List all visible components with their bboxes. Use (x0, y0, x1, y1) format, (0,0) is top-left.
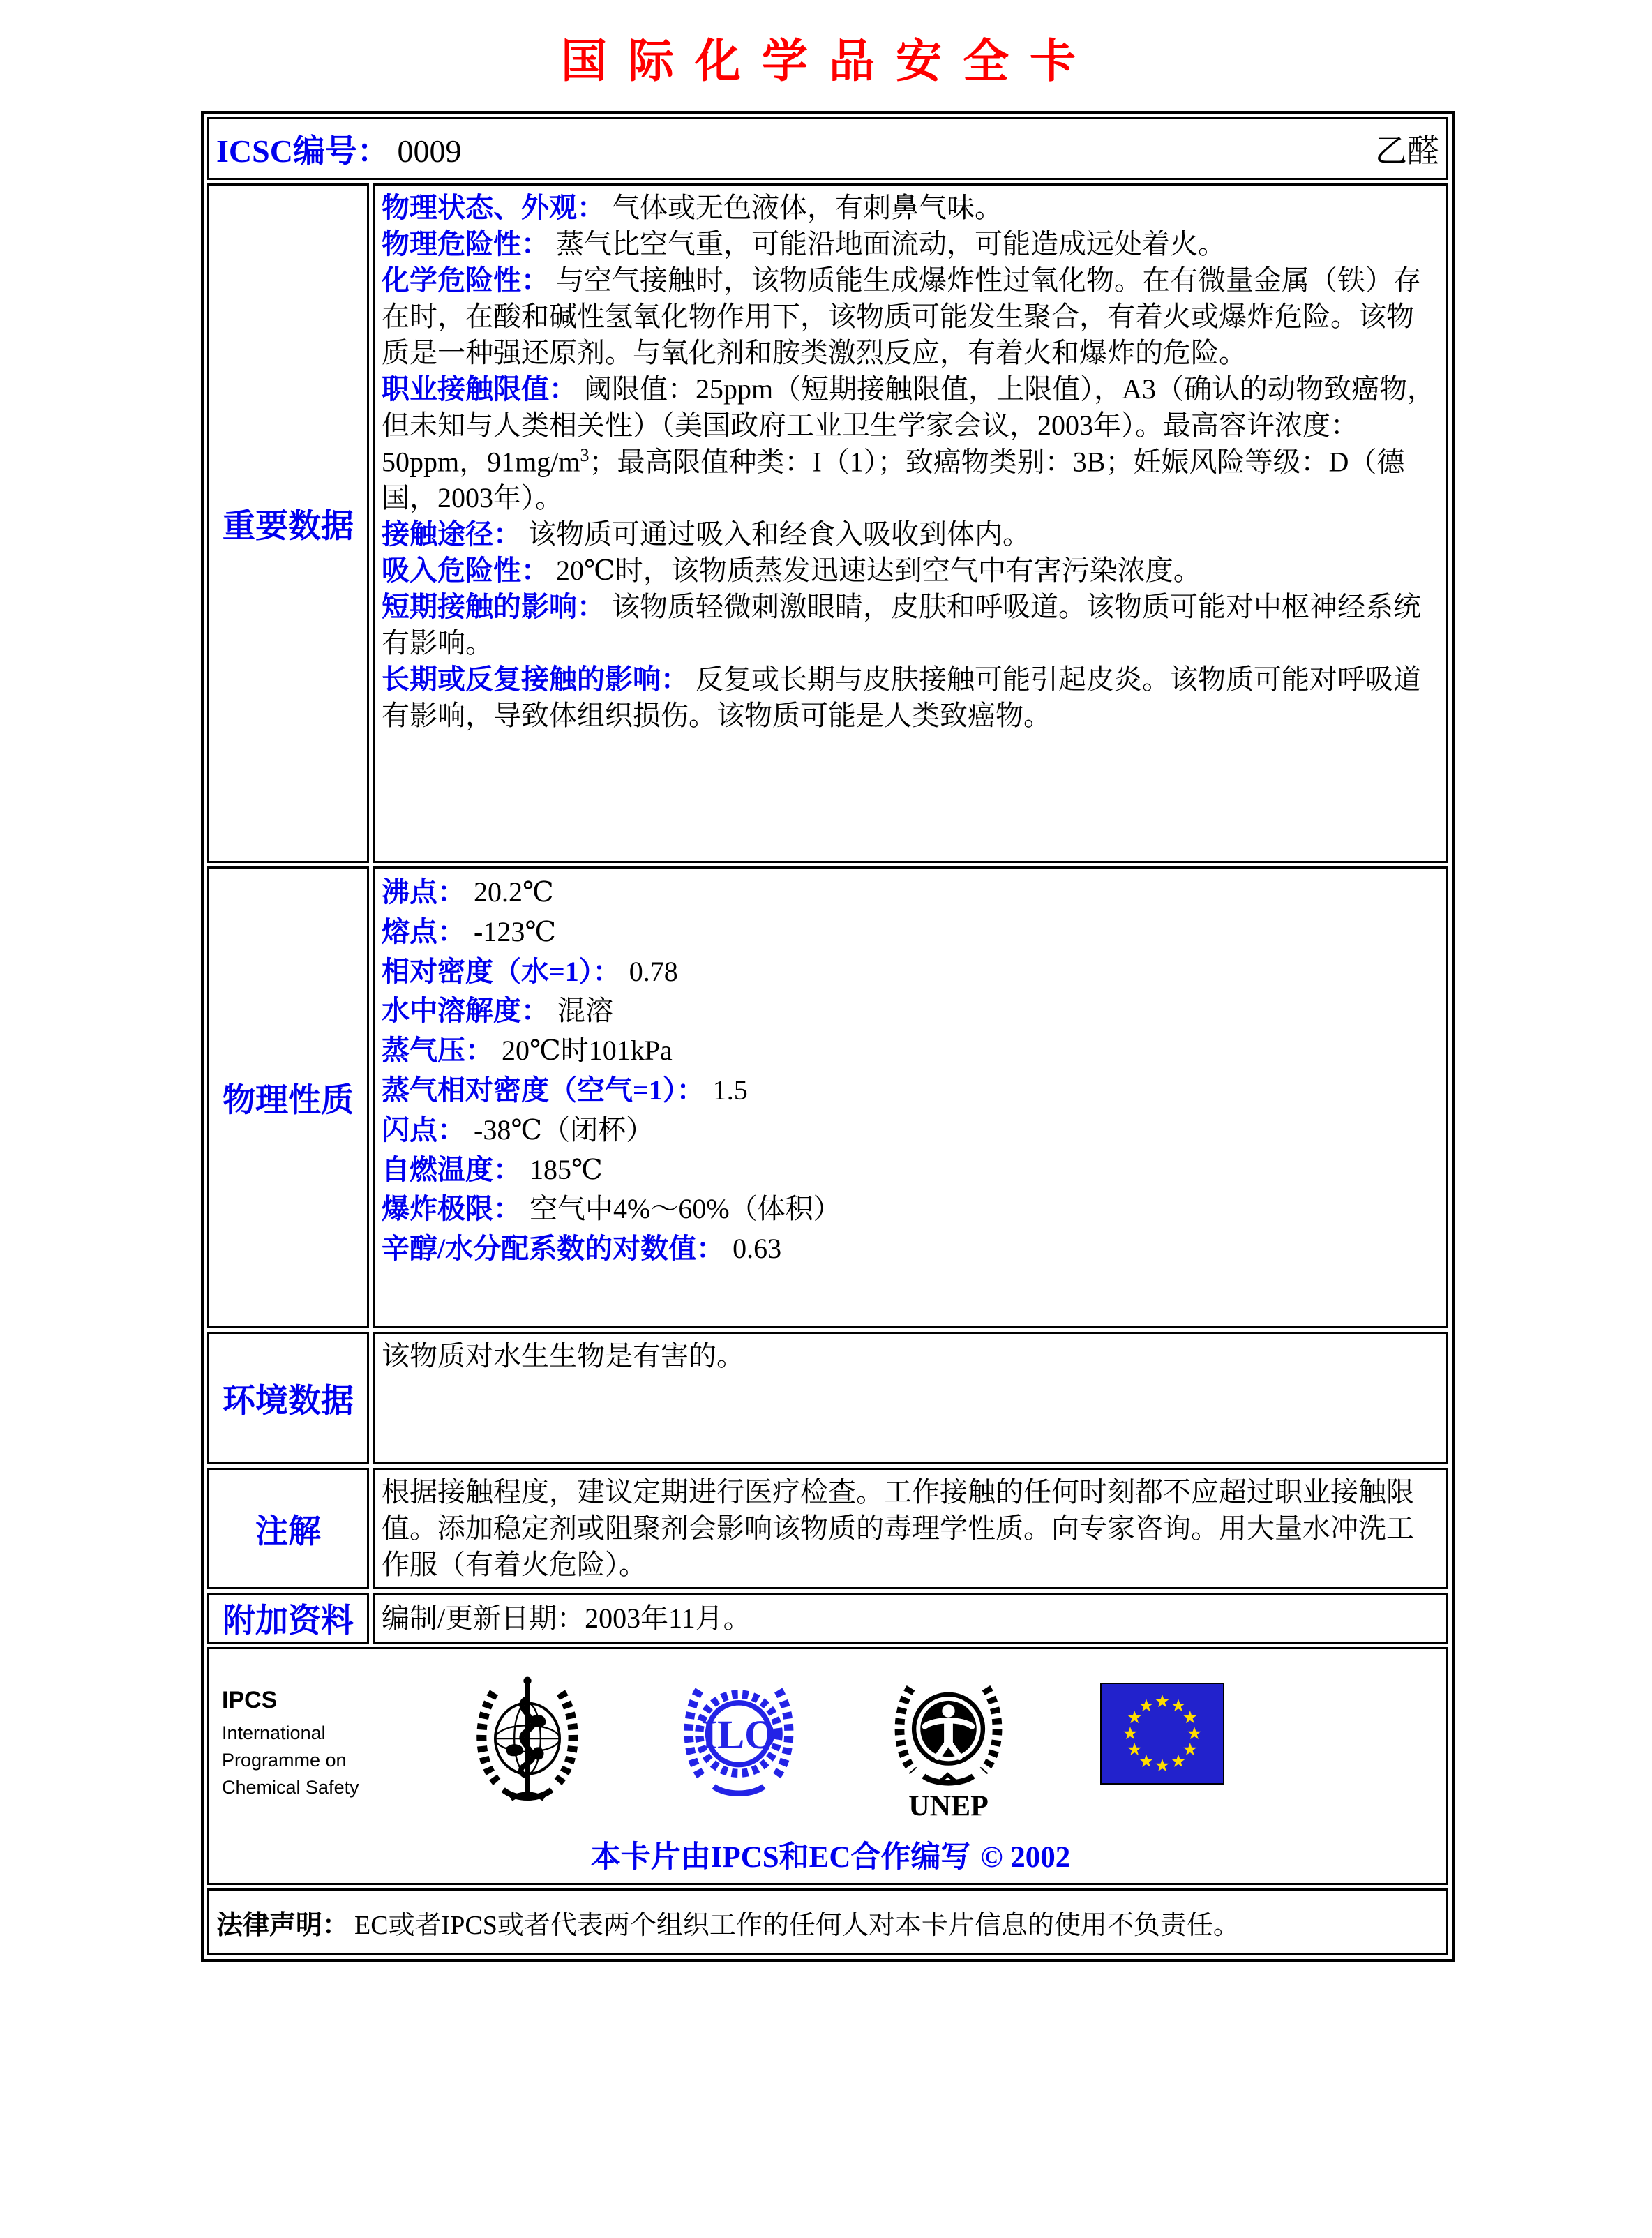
who-logo-icon (472, 1670, 583, 1813)
notes-text: 根据接触程度，建议定期进行医疗检查。工作接触的任何时刻都不应超过职业接触限值。添加稳定剂或阻聚剂会影响该物质的毒理学性质。向专家咨询。用大量水冲洗工作服（有着火危险）。 (382, 1476, 1414, 1580)
notes-row (207, 1468, 1448, 1589)
prop-explosive-limits: 爆炸极限： 空气中4%～60%（体积） (382, 1193, 841, 1225)
page-title: 国际化学品安全卡 (561, 36, 1097, 87)
prop-vapor-density: 蒸气相对密度（空气=1）： 1.5 (382, 1074, 748, 1106)
prop-flash-point: 闪点： -38℃（闭杯） (382, 1113, 654, 1146)
section-label-notes (207, 1468, 369, 1589)
important-item-exposure-route: 接触途径： 该物质可通过吸入和经食入吸收到体内。 (382, 518, 1030, 550)
additional-info-text: 编制/更新日期：2003年11月。 (382, 1602, 751, 1634)
prop-water-solubility: 水中溶解度： 混溶 (382, 995, 613, 1027)
ipcs-text-block (222, 1667, 452, 1801)
section-label-additional-text: 附加资料 (223, 1603, 354, 1639)
icsc-number-group (216, 126, 461, 172)
ilo-logo-icon (679, 1670, 798, 1806)
chemical-name: 乙醛 (1375, 133, 1439, 169)
important-data-row (207, 183, 1448, 863)
additional-info-row (207, 1593, 1448, 1644)
eu-flag-icon (1100, 1683, 1224, 1788)
ilo-monogram: ILO (701, 1712, 776, 1757)
credit-line (222, 1833, 1439, 1876)
important-item-physical-danger: 物理危险性： 蒸气比空气重，可能沿地面流动，可能造成远处着火。 (382, 228, 1226, 260)
legal-text: EC或者IPCS或者代表两个组织工作的任何人对本卡片信息的使用不负责任。 (354, 1910, 1240, 1940)
environment-data-content (373, 1332, 1448, 1464)
prop-octanol-water: 辛醇/水分配系数的对数值： 0.63 (382, 1233, 782, 1265)
logos-cell (207, 1647, 1448, 1885)
important-item-inhalation-risk: 吸入危险性： 20℃时，该物质蒸发迅速达到空气中有害污染浓度。 (382, 555, 1201, 587)
header-row (207, 117, 1448, 180)
icsc-card-table (201, 111, 1455, 1962)
ipcs-line-2: Programme on (222, 1750, 347, 1771)
environment-text: 该物质对水生生物是有害的。 (382, 1340, 744, 1372)
legal-label: 法律声明： (216, 1910, 350, 1940)
icsc-page (201, 0, 1457, 1962)
section-label-environment (207, 1332, 369, 1464)
section-label-additional (207, 1593, 369, 1644)
ipcs-acronym: IPCS (222, 1687, 278, 1713)
unep-logo-icon (887, 1670, 1009, 1824)
legal-cell (207, 1888, 1448, 1955)
icsc-number-label: ICSC编号： (216, 133, 389, 169)
important-item-physical-state: 物理状态、外观： 气体或无色液体，有刺鼻气味。 (382, 192, 1003, 223)
notes-content (373, 1468, 1448, 1589)
prop-melting-point: 熔点： -123℃ (382, 915, 557, 947)
environment-data-row (207, 1332, 1448, 1464)
section-label-important-text: 重要数据 (223, 508, 354, 545)
unep-wordmark: UNEP (908, 1790, 989, 1820)
important-data-content (373, 183, 1448, 863)
ipcs-line-3: Chemical Safety (222, 1777, 359, 1798)
important-item-chemical-danger: 化学危险性： 与空气接触时，该物质能生成爆炸性过氧化物。在有微量金属（铁）存在时，在酸和碱性氢氧化物作用下，该物质可能发生聚合，有着火或爆炸危险。该物质是一种强还原剂。与氧化剂和胺类激烈反应，有着火和爆炸的危险。 (382, 264, 1421, 368)
important-item-occupational-limit: 职业接触限值： 阈限值：25ppm（短期接触限值，上限值），A3（确认的动物致癌物，但未知与人类相关性）（美国政府工业卫生学家会议，2003年）。最高容许浓度：50ppm，$91mg/m^3$；最高限值种类：I（1）；致癌物类别：3B；妊娠风险等级：D（德国，2003年）。 (382, 373, 1435, 514)
superscript-3: 3 (580, 445, 590, 465)
physical-properties-row (207, 866, 1448, 1328)
prop-autoignition-temp: 自燃温度： 185℃ (382, 1153, 603, 1185)
section-label-environment-text: 环境数据 (223, 1383, 354, 1420)
prop-boiling-point: 沸点： 20.2℃ (382, 876, 554, 908)
section-label-physical (207, 866, 369, 1328)
ipcs-line-1: International (222, 1722, 326, 1743)
prop-relative-density: 相对密度（水=1）： 0.78 (382, 955, 678, 987)
legal-row (207, 1888, 1448, 1955)
section-label-notes-text: 注解 (255, 1513, 321, 1550)
credit-text: 本卡片由IPCS和EC合作编写 (590, 1841, 971, 1874)
logos-row (207, 1647, 1448, 1885)
section-label-important (207, 183, 369, 863)
physical-properties-content (373, 866, 1448, 1328)
additional-info-content (373, 1593, 1448, 1644)
copyright-text: © 2002 (980, 1841, 1071, 1874)
important-item-short-term-effect: 短期接触的影响： 该物质轻微刺激眼睛，皮肤和呼吸道。该物质可能对中枢神经系统有影响。 (382, 591, 1421, 659)
header-cell (207, 117, 1448, 180)
icsc-number-value: 0009 (397, 133, 462, 169)
prop-vapor-pressure: 蒸气压： 20℃时101kPa (382, 1035, 673, 1067)
important-item-long-term-effect: 长期或反复接触的影响： 反复或长期与皮肤接触可能引起皮炎。该物质可能对呼吸道有影响，导致体组织损伤。该物质可能是人类致癌物。 (382, 663, 1421, 732)
section-label-physical-text: 物理性质 (223, 1082, 354, 1119)
